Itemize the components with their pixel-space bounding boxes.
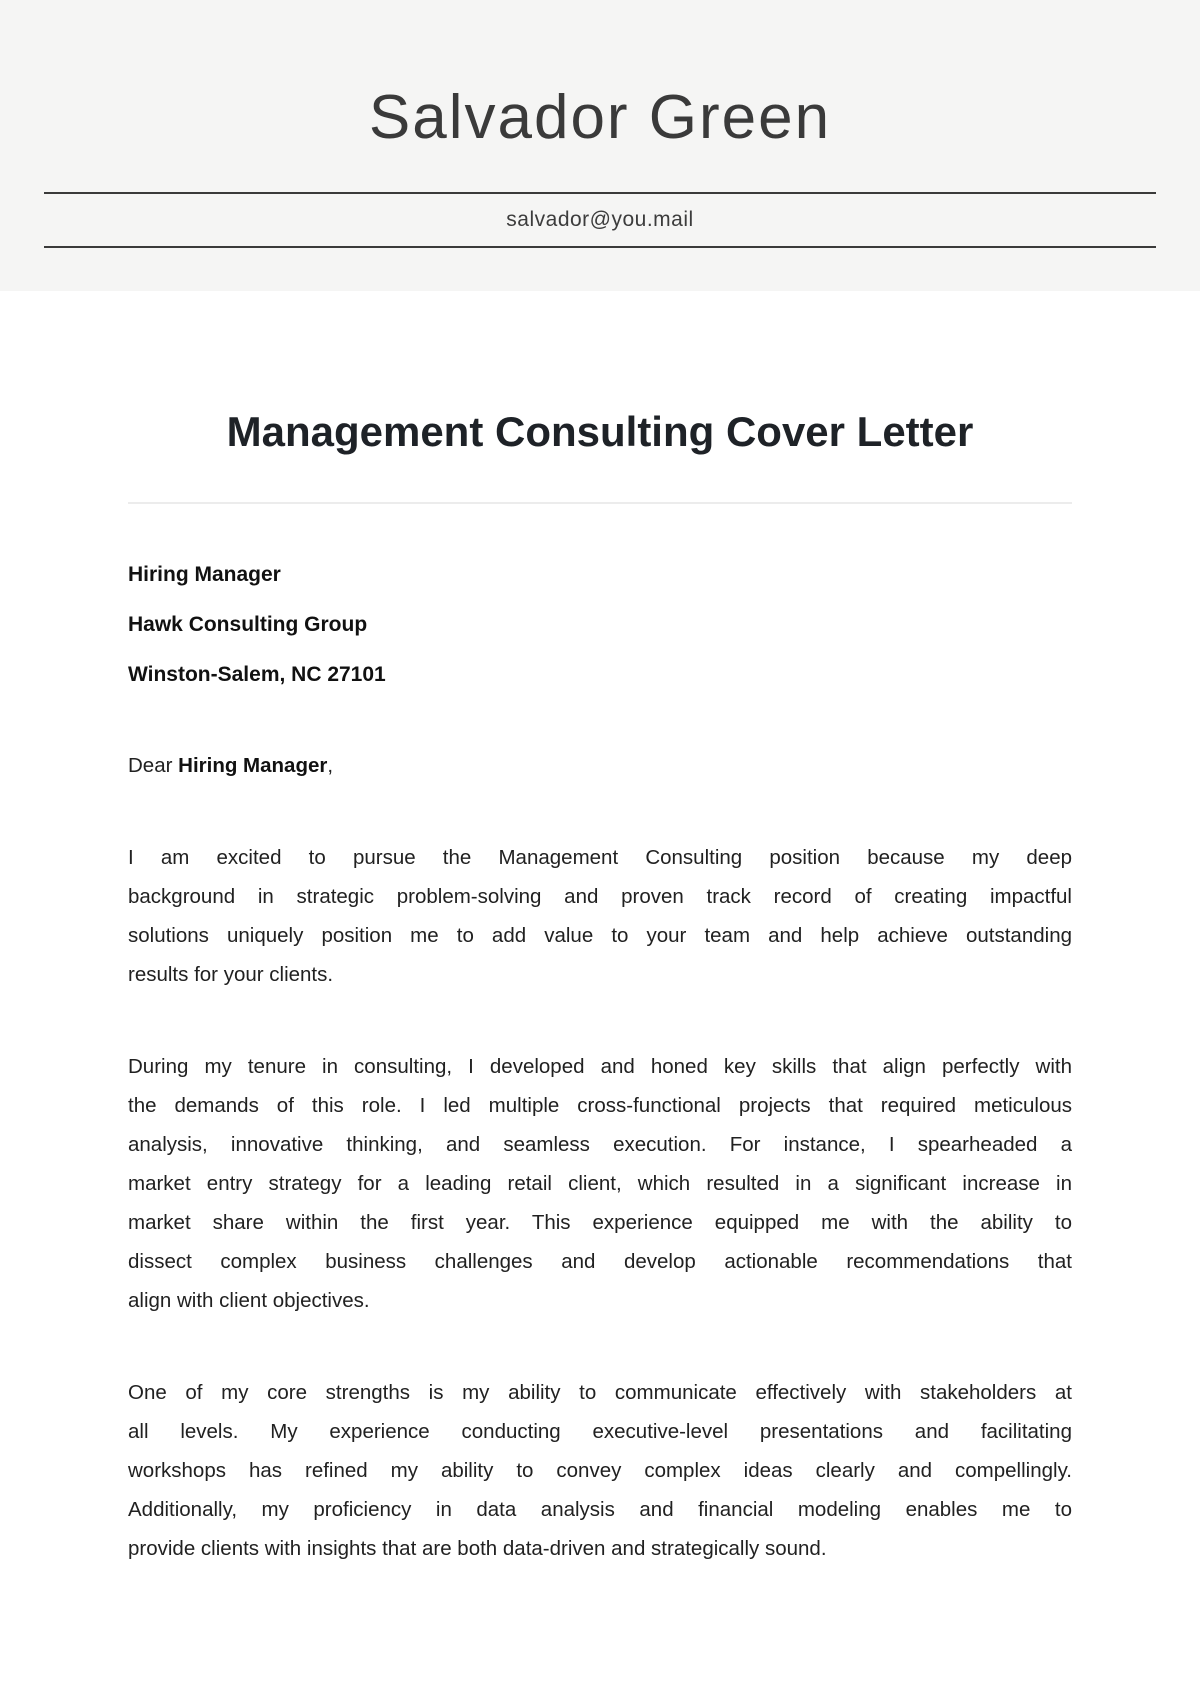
salutation-addressee: Hiring Manager: [178, 754, 328, 777]
paragraph-strengths: [128, 1373, 1072, 1568]
paragraph-line: One of my core strengths is my ability to communicate effectively with stakeholders at: [128, 1381, 1072, 1404]
title-divider: [128, 502, 1072, 504]
paragraph-line: background in strategic problem-solving and proven track record of creating impactful: [128, 885, 1072, 908]
paragraph-line: market share within the first year. This experience equipped me with the ability to: [128, 1211, 1072, 1234]
paragraph-line: dissect complex business challenges and develop actionable recommendations that: [128, 1250, 1072, 1273]
sender-email: salvador@you.mail: [506, 208, 694, 231]
letterhead-rule-bottom: [44, 246, 1156, 248]
paragraph-line: During my tenure in consulting, I developed and honed key skills that align perfectly with: [128, 1055, 1072, 1078]
paragraph-line: I am excited to pursue the Management Consulting position because my deep: [128, 846, 1072, 869]
paragraph-line: the demands of this role. I led multiple cross-functional projects that required meticulous: [128, 1094, 1072, 1117]
sender-name: Salvador Green: [368, 83, 832, 152]
letter-content: [0, 410, 1200, 1568]
paragraph-line: Additionally, my proficiency in data analysis and financial modeling enables me to: [128, 1498, 1072, 1521]
paragraph-line: results for your clients.: [128, 963, 334, 986]
paragraph-line: all levels. My experience conducting executive-level presentations and facilitating: [128, 1420, 1072, 1443]
salutation-prefix: Dear: [128, 754, 179, 777]
paragraph-intro: [128, 838, 1072, 994]
paragraph-line: workshops has refined my ability to convey complex ideas clearly and compellingly.: [128, 1459, 1072, 1482]
salutation-suffix: ,: [327, 754, 334, 777]
paragraph-line: analysis, innovative thinking, and seamless execution. For instance, I spearheaded a: [128, 1133, 1072, 1156]
paragraph-line: solutions uniquely position me to add value to your team and help achieve outstanding: [128, 924, 1072, 947]
letter-title: Management Consulting Cover Letter: [226, 408, 974, 455]
recipient-line-company: Hawk Consulting Group: [128, 613, 368, 636]
salutation: [128, 746, 1072, 785]
letterhead-rule-top: [44, 192, 1156, 194]
recipient-block: [128, 550, 1072, 700]
recipient-line-name: Hiring Manager: [128, 563, 281, 586]
paragraph-line: align with client objectives.: [128, 1289, 370, 1312]
letterhead: [0, 0, 1200, 291]
recipient-line-address: Winston-Salem, NC 27101: [128, 663, 386, 686]
paragraph-line: market entry strategy for a leading retail client, which resulted in a significant increase in: [128, 1172, 1072, 1195]
paragraph-experience: [128, 1047, 1072, 1320]
paragraph-line: provide clients with insights that are both data-driven and strategically sound.: [128, 1537, 827, 1560]
